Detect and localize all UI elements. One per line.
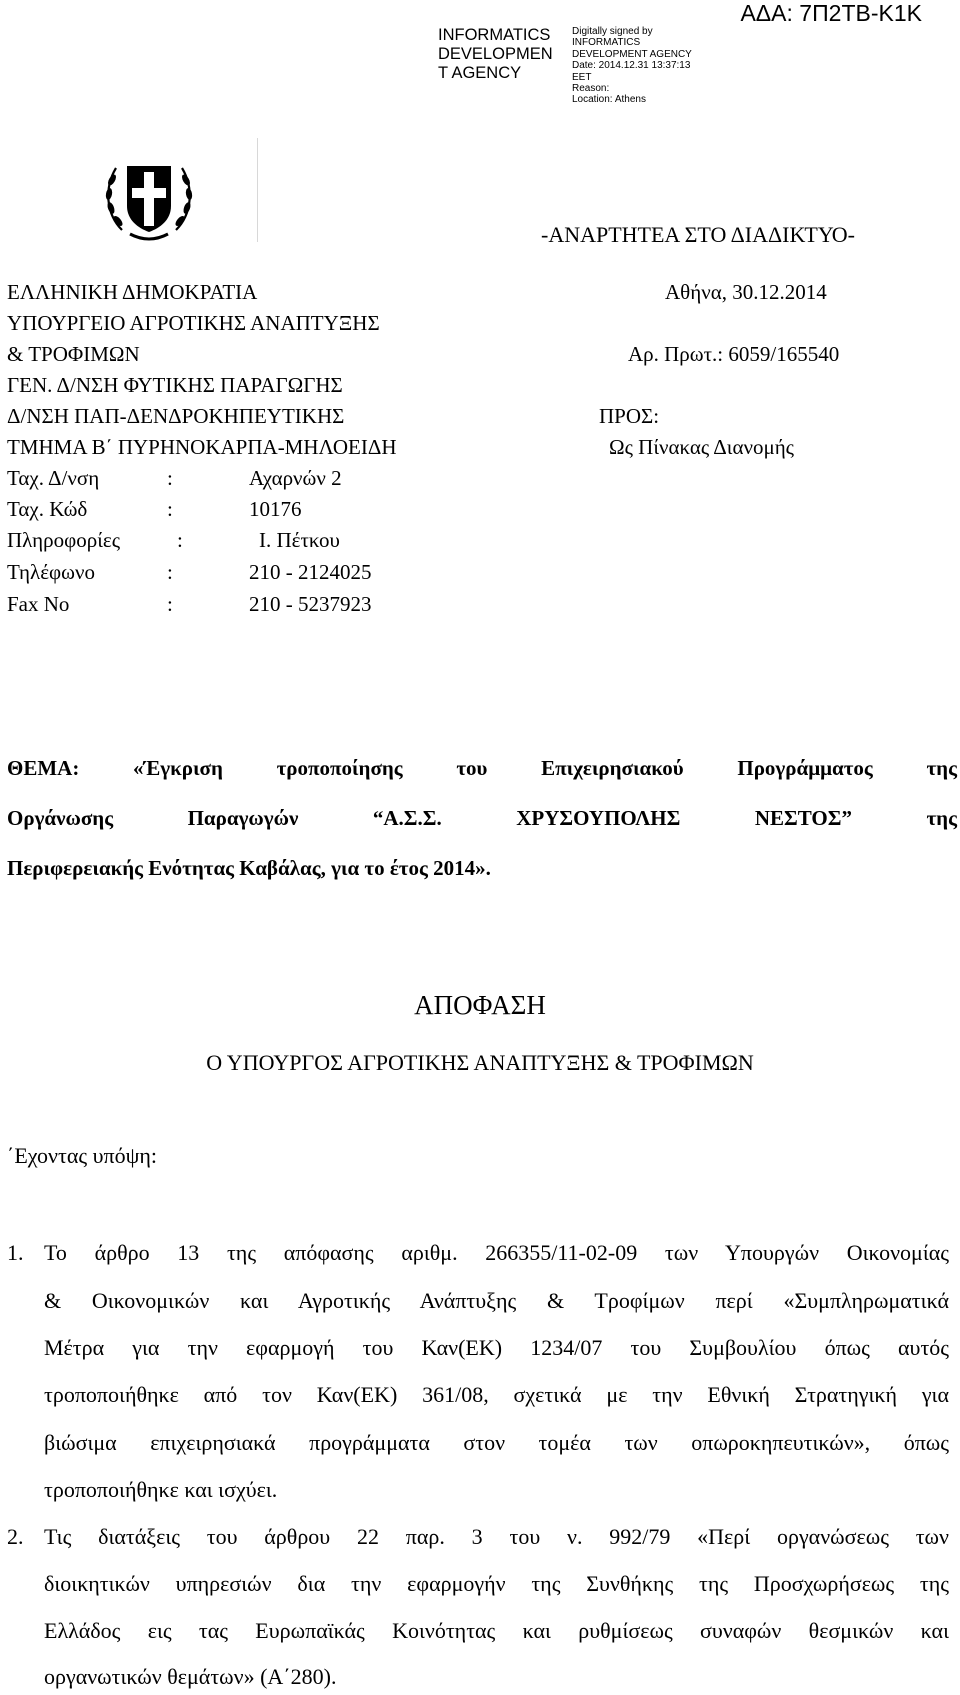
subject-word: τροποποίησης (276, 756, 403, 780)
ada-code: ΑΔΑ: 7Π2ΤΒ-Κ1Κ (740, 0, 922, 26)
fax-label: Fax No (7, 592, 70, 616)
list-item-line: τροποποιήθηκε από τον Καν(ΕΚ) 361/08, σχετικά με την Εθνική Στρατηγική για (44, 1382, 949, 1407)
address-colon: : (167, 466, 173, 490)
signature-detail-line: INFORMATICS (572, 37, 641, 49)
issuer-line: ΕΛΛΗΝΙΚΗ ΔΗΜΟΚΡΑΤΙΑ (7, 280, 258, 304)
signature-details (572, 26, 692, 106)
post-on-internet-note: -ΑΝΑΡΤΗΤΕΑ ΣΤΟ ΔΙΑΔΙΚΤΥΟ- (541, 222, 855, 247)
postal-code-value: 10176 (249, 497, 302, 521)
subject-line (7, 806, 957, 831)
having-regard-label: ΄Εχοντας υπόψη: (7, 1143, 157, 1168)
postal-code-colon: : (167, 497, 173, 521)
fax-colon: : (167, 592, 173, 616)
fax-value: 210 - 5237923 (249, 592, 372, 616)
recipient-value: Ως Πίνακας Διανομής (609, 435, 795, 459)
subject-word: Οργάνωσης (7, 806, 114, 830)
list-item-number: 1. (7, 1240, 24, 1265)
list-item-line: τροποποιήθηκε και ισχύει. (44, 1477, 278, 1502)
signature-detail-line: Digitally signed by (572, 26, 653, 37)
subject-word: Παραγωγών (187, 806, 299, 830)
signature-detail-line: Date: 2014.12.31 13:37:13 (572, 60, 691, 72)
subject-word: του (456, 756, 488, 780)
signature-signer-line: DEVELOPMEN (438, 45, 553, 63)
list-item-line: Ελλάδος εις τας Ευρωπαϊκάς Κοινότητας και ρυθμίσεως συναφών θεσμικών και (44, 1618, 949, 1643)
signature-signer (438, 26, 553, 83)
info-contact-value: Ι. Πέτκου (259, 528, 340, 552)
greek-emblem-icon (100, 148, 198, 246)
decision-title: ΑΠΟΦΑΣΗ (414, 990, 546, 1020)
phone-label: Τηλέφωνο (7, 560, 95, 584)
phone-row (7, 557, 607, 588)
signature-detail-line: EET (572, 71, 592, 83)
list-item-line: Μέτρα για την εφαρμογή του Καν(ΕΚ) 1234/07 του Συμβουλίου όπως αυτός (44, 1335, 949, 1360)
subject-word: “Α.Σ.Σ. (372, 806, 442, 830)
subject-word: της (926, 806, 957, 830)
issuer-line: ΓΕΝ. Δ/ΝΣΗ ΦΥΤΙΚΗΣ ΠΑΡΑΓΩΓΗΣ (7, 373, 343, 397)
issuer-line: Δ/ΝΣΗ ΠΑΠ-ΔΕΝΔΡΟΚΗΠΕΥΤΙΚΗΣ (7, 404, 345, 428)
document-date: Αθήνα, 30.12.2014 (665, 280, 827, 304)
subject-word: Επιχειρησιακού (541, 756, 684, 780)
signature-detail-line: Location: Athens (572, 94, 646, 106)
postal-code-row (7, 494, 607, 525)
signature-signer-line: T AGENCY (438, 64, 522, 82)
list-item-line: Τις διατάξεις του άρθρου 22 παρ. 3 του ν. 992/79 «Περί οργανώσεως των (44, 1524, 949, 1549)
info-contact-label: Πληροφορίες (7, 528, 121, 552)
info-contact-colon: : (177, 528, 183, 552)
fax-row (7, 589, 607, 620)
list-item-line: οργανωτικών θεμάτων» (Α΄280). (44, 1664, 337, 1689)
info-contact-row (7, 525, 607, 556)
protocol-number: Αρ. Πρωτ.: 6059/165540 (628, 342, 840, 366)
list-item-line: βιώσιμα επιχειρησιακά προγράμματα στον τομέα των οπωροκηπευτικών», όπως (44, 1430, 949, 1455)
list-item-line: διοικητικών υπηρεσιών δια την εφαρμογήν της Συνθήκης της Προσχωρήσεως της (44, 1571, 949, 1596)
address-row (7, 463, 607, 494)
subject-word: ΧΡΥΣΟΥΠΟΛΗΣ (516, 806, 681, 830)
issuer-block (7, 277, 397, 463)
signature-signer-line: INFORMATICS (438, 26, 551, 44)
divider-line (257, 138, 258, 242)
subject-word: ΘΕΜΑ: (7, 756, 80, 780)
issuer-line: ΥΠΟΥΡΓΕΙΟ ΑΓΡΟΤΙΚΗΣ ΑΝΑΠΤΥΞΗΣ (7, 311, 380, 335)
subject-word: «Έγκριση (133, 756, 223, 780)
minister-title: Ο ΥΠΟΥΡΓΟΣ ΑΓΡΟΤΙΚΗΣ ΑΝΑΠΤΥΞΗΣ & ΤΡΟΦΙΜΩΝ (206, 1050, 754, 1075)
list-item-number: 2. (7, 1524, 24, 1549)
list-item-line: & Οικονομικών και Αγροτικής Ανάπτυξης & Τροφίμων περί «Συμπληρωματικά (44, 1288, 949, 1313)
signature-detail-line: Reason: (572, 83, 610, 95)
address-value: Αχαρνών 2 (249, 466, 342, 490)
subject-line (7, 756, 957, 781)
phone-value: 210 - 2124025 (249, 560, 372, 584)
postal-code-label: Ταχ. Κώδ (7, 497, 88, 521)
subject-word: Προγράμματος (737, 756, 873, 780)
issuer-line: ΤΜΗΜΑ Β΄ ΠΥΡΗΝΟΚΑΡΠΑ-ΜΗΛΟΕΙΔΗ (7, 435, 397, 459)
signature-detail-line: DEVELOPMENT AGENCY (572, 48, 692, 60)
subject-word: ΝΕΣΤΟΣ” (754, 806, 852, 830)
subject-word: της (926, 756, 957, 780)
recipient-label: ΠΡΟΣ: (599, 404, 660, 428)
issuer-line: & ΤΡΟΦΙΜΩΝ (7, 342, 140, 366)
address-label: Ταχ. Δ/νση (7, 466, 100, 490)
subject-line: Περιφερειακής Ενότητας Καβάλας, για το έτος 2014». (7, 856, 491, 880)
phone-colon: : (167, 560, 173, 584)
list-item-line: Το άρθρο 13 της απόφασης αριθμ. 266355/11-02-09 των Υπουργών Οικονομίας (44, 1240, 949, 1265)
